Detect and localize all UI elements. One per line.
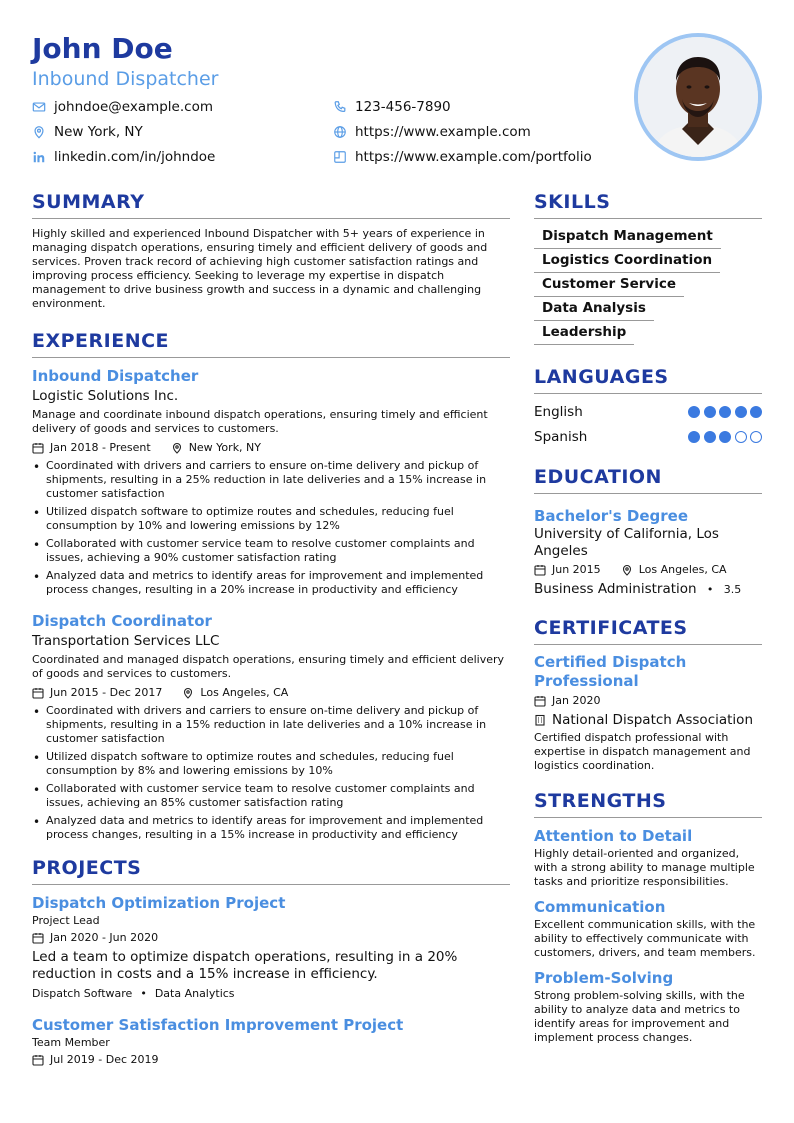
graduation-date: Jun 2015	[552, 563, 601, 576]
achievement-item: • Analyzed data and metrics to identify areas for improvement and implemented process changes, resulting in a 20% increase in productivity and efficiency	[32, 569, 510, 597]
strength-item	[534, 826, 762, 889]
achievement-item: • Analyzed data and metrics to identify areas for improvement and implemented process changes, resulting in a 15% increase in productivity and efficiency	[32, 814, 510, 842]
project-title: Dispatch Optimization Project	[32, 894, 286, 912]
proficiency-dot-empty	[750, 431, 762, 443]
education-meta	[534, 561, 762, 579]
job-description: Coordinated and managed dispatch operations, ensuring timely and efficient delivery of goods and services to customers.	[32, 653, 505, 680]
left-column	[32, 190, 510, 1071]
certificate-name: Certified Dispatch Professional	[534, 653, 687, 690]
contact-phone[interactable]	[333, 98, 451, 116]
location-pin-icon	[171, 442, 183, 454]
language-row	[534, 427, 762, 447]
strengths-heading: STRENGTHS	[534, 789, 762, 818]
location-pin-icon	[182, 687, 194, 699]
summary-heading: SUMMARY	[32, 190, 510, 219]
proficiency-dot-filled	[719, 406, 731, 418]
language-name: Spanish	[534, 429, 588, 445]
strength-title: Problem-Solving	[534, 969, 674, 987]
profile-photo	[634, 33, 762, 161]
contact-email[interactable]	[32, 98, 213, 116]
project-dates: Jul 2019 - Dec 2019	[50, 1053, 159, 1066]
skill-tag: Leadership	[534, 323, 634, 345]
job-location: New York, NY	[188, 441, 261, 454]
job-description: Manage and coordinate inbound dispatch operations, ensuring timely and efficient delivery of goods and services to customers.	[32, 408, 488, 435]
certificate-date: Jan 2020	[552, 694, 601, 707]
institution-icon	[534, 714, 546, 726]
certificate-issuer-row	[534, 710, 762, 730]
job-meta	[32, 439, 510, 457]
project-title: Customer Satisfaction Improvement Project	[32, 1016, 404, 1034]
proficiency-dots	[685, 431, 763, 443]
achievement-item: • Collaborated with customer service team to resolve customer complaints and issues, achieving an 85% customer satisfaction rating	[32, 782, 510, 810]
strength-item	[534, 897, 762, 960]
skill-tag: Dispatch Management	[534, 227, 721, 249]
field-of-study	[534, 579, 762, 600]
calendar-icon	[32, 1054, 44, 1066]
calendar-icon	[534, 564, 546, 576]
field-separator: •	[706, 583, 714, 596]
job-achievements	[32, 459, 510, 597]
strength-description: Excellent communication skills, with the ability to effectively communicate with customers, drivers, and team members.	[534, 918, 756, 959]
school-location: Los Angeles, CA	[638, 563, 727, 576]
languages-heading: LANGUAGES	[534, 365, 762, 394]
job-title: Inbound Dispatcher	[32, 367, 199, 385]
proficiency-dot-empty	[735, 431, 747, 443]
field-name: Business Administration	[534, 581, 697, 597]
experience-entry	[32, 611, 510, 842]
job-meta	[32, 684, 510, 702]
resume-header	[32, 32, 632, 165]
contact-linkedin[interactable]	[32, 148, 215, 166]
proficiency-dot-filled	[719, 431, 731, 443]
strength-item	[534, 968, 762, 1045]
location-text: New York, NY	[54, 124, 143, 140]
phone-text: 123-456-7890	[355, 99, 451, 115]
achievement-item: • Utilized dispatch software to optimize routes and schedules, reducing fuel consumption by 8% and lowering emissions by 10%	[32, 750, 510, 778]
project-description: Led a team to optimize dispatch operations, resulting in a 20% reduction in costs and a 15% increase in efficiency.	[32, 949, 458, 982]
certificate-description: Certified dispatch professional with expertise in dispatch management and logistics coordination.	[534, 731, 751, 772]
linkedin-icon	[32, 150, 46, 164]
globe-icon	[333, 125, 347, 139]
degree-title: Bachelor's Degree	[534, 507, 688, 525]
language-name: English	[534, 404, 583, 420]
calendar-icon	[534, 695, 546, 707]
certificate-issuer: National Dispatch Association	[552, 712, 753, 728]
phone-icon	[333, 100, 347, 114]
email-text: johndoe@example.com	[54, 99, 213, 115]
project-meta	[32, 929, 510, 947]
proficiency-dot-filled	[704, 431, 716, 443]
job-dates: Jun 2015 - Dec 2017	[50, 686, 163, 699]
project-tags	[32, 985, 510, 1003]
project-tag: Dispatch Software	[32, 987, 133, 1000]
skill-tag: Logistics Coordination	[534, 251, 720, 273]
projects-heading: PROJECTS	[32, 856, 510, 885]
website-text: https://www.example.com	[355, 124, 531, 140]
language-row	[534, 402, 762, 422]
education-heading: EDUCATION	[534, 465, 762, 494]
right-column	[534, 190, 762, 1053]
project-role: Team Member	[32, 1036, 110, 1049]
proficiency-dots	[685, 406, 763, 418]
location-pin-icon	[621, 564, 633, 576]
portfolio-text: https://www.example.com/portfolio	[355, 149, 592, 165]
portfolio-icon	[333, 150, 347, 164]
proficiency-dot-filled	[704, 406, 716, 418]
achievement-item: • Utilized dispatch software to optimize routes and schedules, reducing fuel consumption by 10% and lowering emissions by 12%	[32, 505, 510, 533]
experience-heading: EXPERIENCE	[32, 329, 510, 358]
job-achievements	[32, 704, 510, 842]
calendar-icon	[32, 442, 44, 454]
linkedin-text: linkedin.com/in/johndoe	[54, 149, 216, 165]
candidate-name: John Doe	[32, 32, 173, 65]
gpa-value: 3.5	[723, 583, 742, 596]
project-dates: Jan 2020 - Jun 2020	[50, 931, 159, 944]
company-name: Logistic Solutions Inc.	[32, 388, 179, 404]
strength-description: Highly detail-oriented and organized, with a strong ability to manage multiple tasks and prioritize responsibilities.	[534, 847, 755, 888]
school-name: University of California, Los Angeles	[534, 526, 719, 559]
contact-portfolio[interactable]	[333, 148, 592, 166]
candidate-role: Inbound Dispatcher	[32, 68, 219, 90]
project-meta	[32, 1051, 510, 1069]
contact-location	[32, 123, 143, 141]
proficiency-dot-filled	[688, 406, 700, 418]
achievement-item: • Coordinated with drivers and carriers to ensure on-time delivery and pickup of shipments, resulting in a 25% reduction in late deliveries and a 15% increase in customer satisfaction	[32, 459, 510, 501]
strength-title: Communication	[534, 898, 666, 916]
skill-tag: Data Analysis	[534, 299, 654, 321]
skills-heading: SKILLS	[534, 190, 762, 219]
summary-text: Highly skilled and experienced Inbound Dispatcher with 5+ years of experience in managing dispatch operations, ensuring timely and efficient delivery of goods and services. Proven track record of achieving high customer satisfaction ratings and improving process efficiency. Seeking to leverage my expertise in dispatch management to drive business growth and success in a dynamic and challenging environment.	[32, 227, 488, 310]
job-location: Los Angeles, CA	[200, 686, 289, 699]
company-name: Transportation Services LLC	[32, 633, 220, 649]
project-entry	[32, 1015, 510, 1069]
certificates-heading: CERTIFICATES	[534, 616, 762, 645]
project-tag: Data Analytics	[154, 987, 235, 1000]
job-dates: Jan 2018 - Present	[50, 441, 151, 454]
certificate-date-row	[534, 692, 762, 710]
job-title: Dispatch Coordinator	[32, 612, 212, 630]
proficiency-dot-filled	[750, 406, 762, 418]
experience-entry	[32, 366, 510, 597]
location-pin-icon	[32, 125, 46, 139]
calendar-icon	[32, 687, 44, 699]
mail-icon	[32, 100, 46, 114]
tag-separator: •	[140, 987, 147, 1000]
project-entry	[32, 893, 510, 1003]
skill-tag: Customer Service	[534, 275, 684, 297]
achievement-item: • Collaborated with customer service team to resolve customer complaints and issues, achieving a 90% customer satisfaction rating	[32, 537, 510, 565]
skills-list	[534, 227, 762, 347]
proficiency-dot-filled	[688, 431, 700, 443]
proficiency-dot-filled	[735, 406, 747, 418]
achievement-item: • Coordinated with drivers and carriers to ensure on-time delivery and pickup of shipments, resulting in a 15% reduction in late deliveries and a 10% increase in customer satisfaction	[32, 704, 510, 746]
project-role: Project Lead	[32, 914, 100, 927]
strength-description: Strong problem-solving skills, with the ability to analyze data and metrics to identify areas for improvement and implement process changes.	[534, 989, 745, 1044]
strength-title: Attention to Detail	[534, 827, 693, 845]
contact-website[interactable]	[333, 123, 531, 141]
calendar-icon	[32, 932, 44, 944]
